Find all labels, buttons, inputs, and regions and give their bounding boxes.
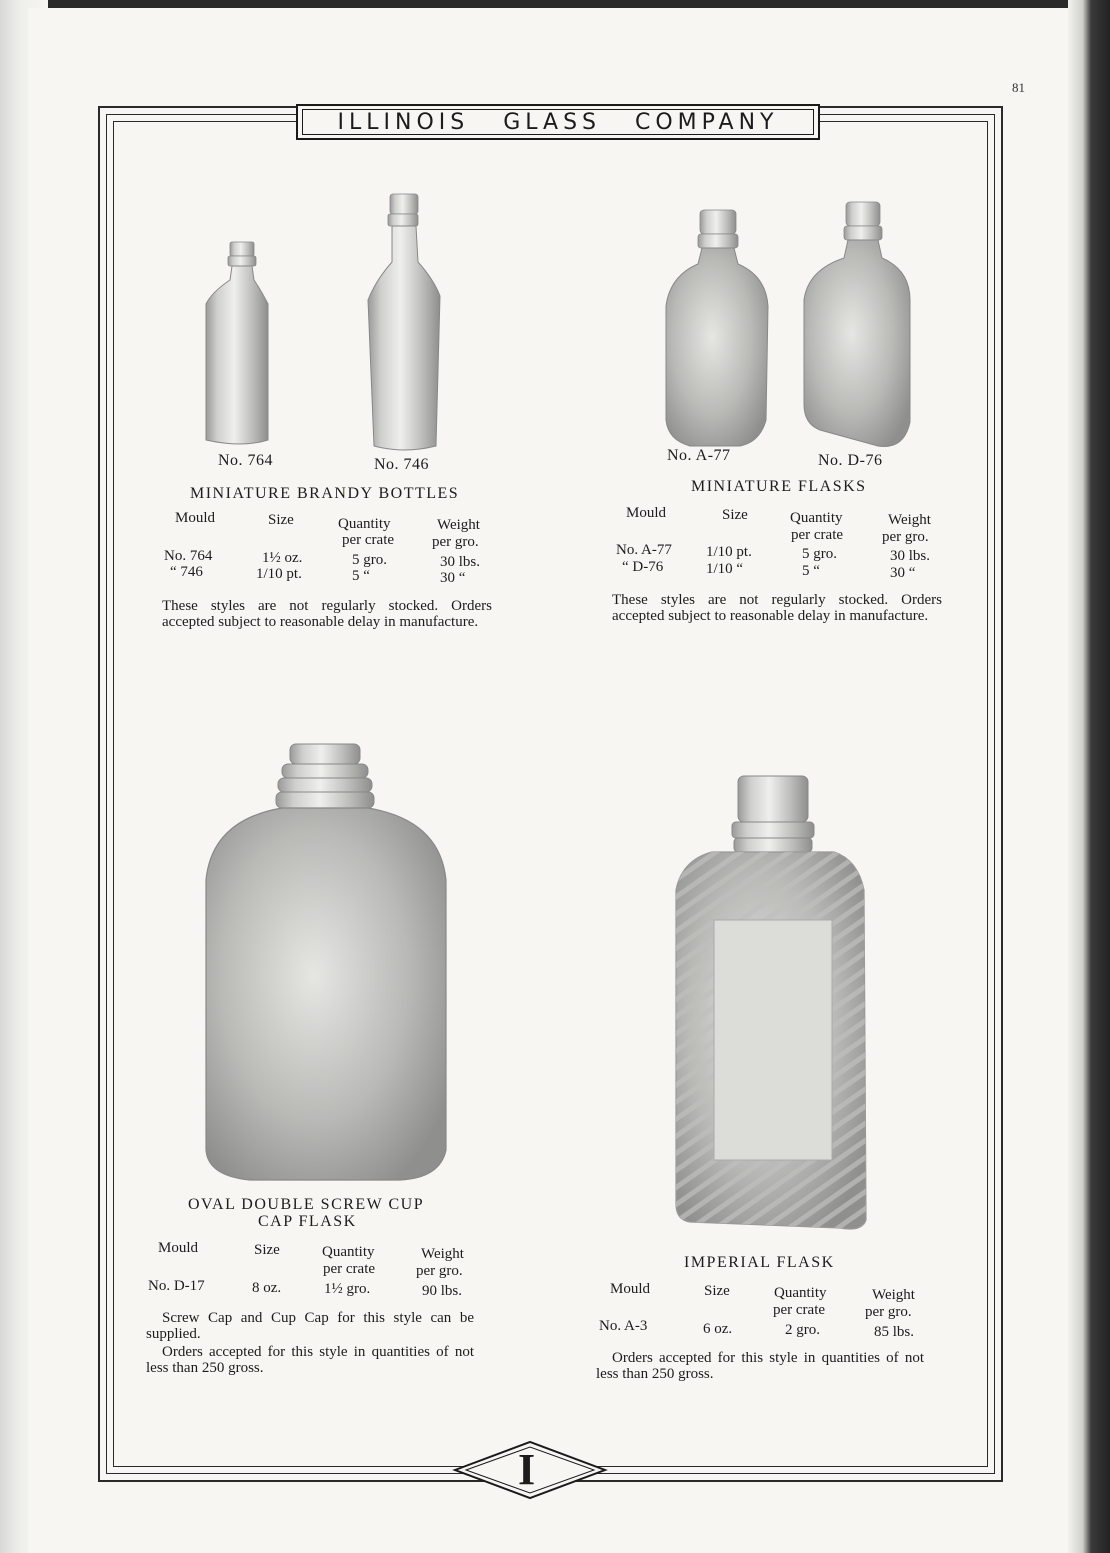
flasks-note: These styles are not regularly stocked. Orders accepted subject to reasonable delay in manufacture. (612, 592, 942, 624)
bottle-764-illustration (206, 242, 268, 444)
imperial-col-qty2: per crate (773, 1302, 826, 1318)
brandy-heading: MINIATURE BRANDY BOTTLES (190, 485, 460, 502)
flasks-row2-weight: 30 “ (890, 565, 916, 581)
oval-row1-weight: 90 lbs. (422, 1283, 463, 1299)
flasks-col-qty2: per crate (791, 527, 844, 543)
caption-a77: No. A-77 (667, 447, 731, 464)
bottle-746-illustration (368, 194, 440, 450)
oval-note-caps: Screw Cap and Cup Cap for this style can be supplied. (146, 1310, 474, 1342)
imperial-note: Orders accepted for this style in quantities of not less than 250 gross. (596, 1350, 924, 1382)
brandy-row2-weight: 30 “ (440, 570, 466, 586)
brandy-row2-size: 1/10 pt. (256, 566, 302, 582)
imperial-col-wt2: per gro. (865, 1304, 912, 1320)
imperial-row1-mould: No. A-3 (599, 1318, 648, 1334)
flasks-col-qty1: Quantity (790, 510, 843, 526)
oval-col-qty1: Quantity (322, 1244, 375, 1260)
brandy-col-qty2: per crate (342, 532, 395, 548)
oval-heading-line2: CAP FLASK (258, 1213, 357, 1230)
flasks-col-size: Size (722, 507, 748, 523)
company-name: ILLINOIS GLASS COMPANY (337, 109, 779, 135)
oval-row1-qty: 1½ gro. (324, 1281, 371, 1297)
brandy-row2-mould: “ 746 (170, 564, 203, 580)
brandy-col-size: Size (268, 512, 294, 528)
oval-col-wt2: per gro. (416, 1263, 463, 1279)
brandy-col-mould: Mould (175, 510, 216, 526)
imperial-row1-qty: 2 gro. (785, 1322, 820, 1338)
brandy-note: These styles are not regularly stocked. Orders accepted subject to reasonable delay in manufacture. (162, 598, 492, 630)
brandy-col-wt2: per gro. (432, 534, 479, 550)
page-number: 81 (1012, 80, 1025, 95)
flasks-row2-size: 1/10 “ (706, 561, 744, 577)
flasks-heading: MINIATURE FLASKS (691, 478, 867, 495)
flasks-row2-qty: 5 “ (802, 563, 820, 579)
oval-col-wt1: Weight (421, 1246, 464, 1262)
flask-d76-illustration (804, 202, 910, 447)
flasks-col-mould: Mould (626, 505, 667, 521)
brandy-row1-weight: 30 lbs. (440, 554, 481, 570)
oval-row1-size: 8 oz. (252, 1280, 282, 1296)
caption-764: No. 764 (218, 452, 274, 469)
brandy-row2-qty: 5 “ (352, 568, 370, 584)
oval-heading-line1: OVAL DOUBLE SCREW CUP (188, 1196, 425, 1213)
caption-d76: No. D-76 (818, 452, 883, 469)
oval-note-orders: Orders accepted for this style in quantities of not less than 250 gross. (146, 1344, 474, 1376)
flasks-row1-size: 1/10 pt. (706, 544, 752, 560)
oval-row1-mould: No. D-17 (148, 1278, 205, 1294)
caption-746: No. 746 (374, 456, 430, 473)
imperial-col-qty1: Quantity (774, 1285, 827, 1301)
flasks-row1-qty: 5 gro. (802, 546, 837, 562)
oval-col-size: Size (254, 1242, 280, 1258)
brandy-col-qty1: Quantity (338, 516, 391, 532)
imperial-col-size: Size (704, 1283, 730, 1299)
flasks-col-wt1: Weight (888, 512, 931, 528)
imperial-heading: IMPERIAL FLASK (684, 1254, 835, 1271)
imperial-col-wt1: Weight (872, 1287, 915, 1303)
flasks-col-wt2: per gro. (882, 529, 929, 545)
brandy-row1-size: 1½ oz. (262, 550, 303, 566)
imperial-row1-weight: 85 lbs. (874, 1324, 915, 1340)
oval-col-qty2: per crate (323, 1261, 376, 1277)
flask-a77-illustration (666, 210, 768, 446)
brandy-col-wt1: Weight (437, 517, 480, 533)
flask-a3-illustration (676, 776, 866, 1229)
flasks-row1-mould: No. A-77 (616, 542, 672, 558)
flasks-row1-weight: 30 lbs. (890, 548, 931, 564)
oval-col-mould: Mould (158, 1240, 199, 1256)
brandy-row1-mould: No. 764 (164, 548, 213, 564)
footer-logo-letter: I (518, 1445, 536, 1494)
imperial-col-mould: Mould (610, 1281, 651, 1297)
imperial-row1-size: 6 oz. (703, 1321, 733, 1337)
flask-d17-illustration (206, 744, 446, 1180)
flasks-row2-mould: “ D-76 (622, 559, 664, 575)
brandy-row1-qty: 5 gro. (352, 552, 387, 568)
